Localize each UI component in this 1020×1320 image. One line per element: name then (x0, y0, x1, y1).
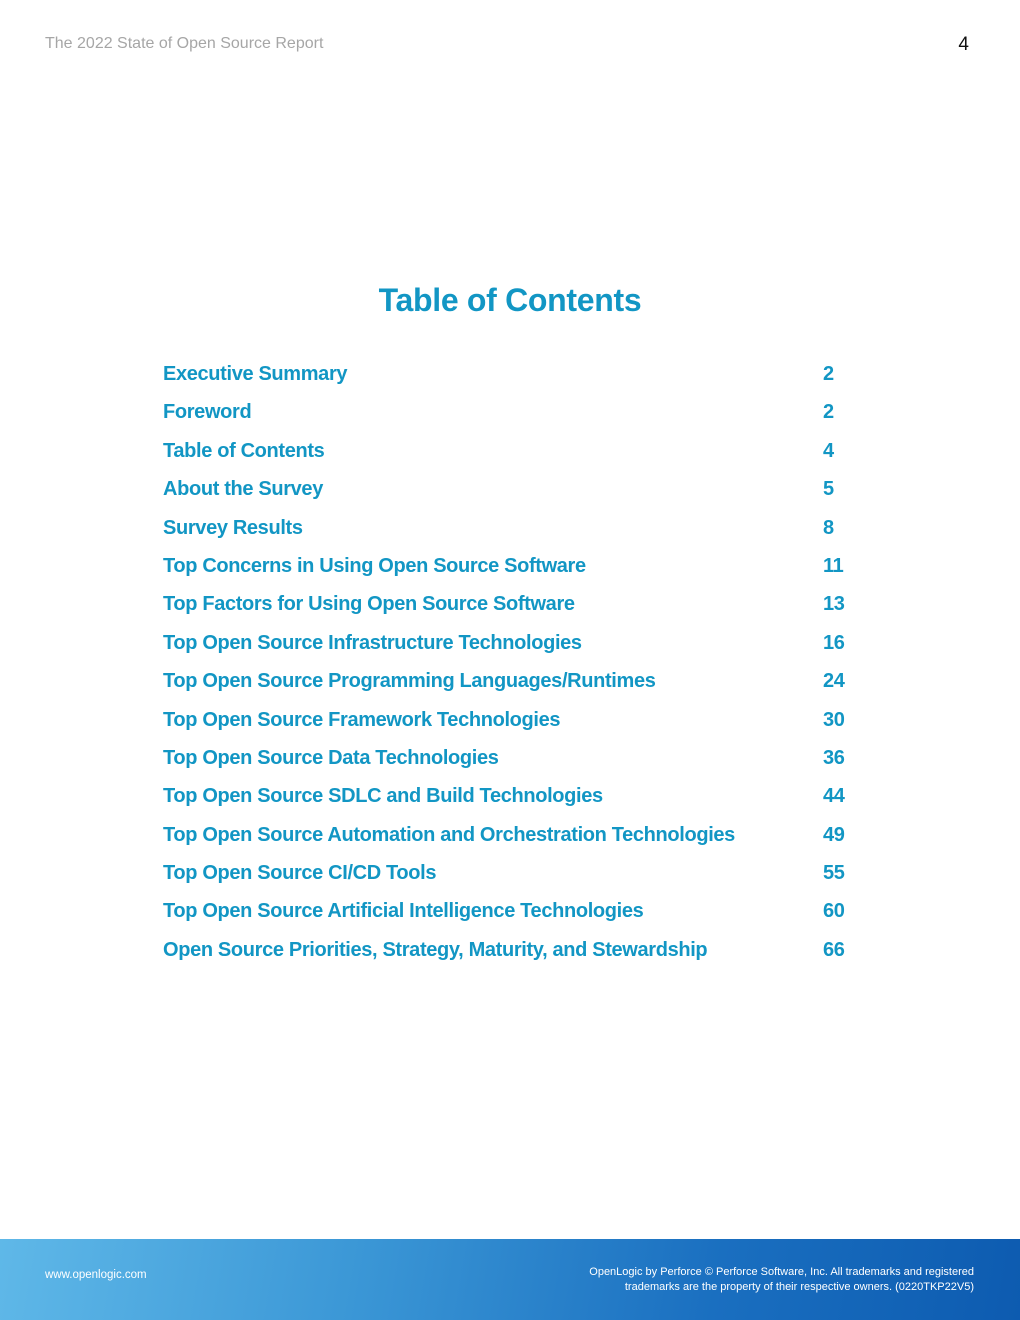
toc-entry[interactable] (163, 437, 863, 475)
toc-entry-page[interactable]: 8 (823, 516, 834, 539)
toc-entry-page[interactable]: 11 (823, 554, 844, 577)
toc-entry-title[interactable]: Top Open Source Artificial Intelligence Technologies (163, 900, 644, 923)
toc-entry[interactable] (163, 706, 863, 744)
toc-entry-page[interactable]: 13 (823, 593, 845, 616)
toc-entry-title[interactable]: Top Concerns in Using Open Source Software (163, 554, 586, 577)
toc-entry-title[interactable]: Survey Results (163, 516, 303, 539)
report-title: The 2022 State of Open Source Report (45, 35, 324, 52)
toc-entry-page[interactable]: 24 (823, 670, 845, 693)
toc-entry[interactable] (163, 936, 863, 974)
toc-entry-page[interactable]: 49 (823, 823, 845, 846)
footer-legal-notice (589, 1265, 974, 1295)
page-number: 4 (958, 34, 969, 55)
toc-entry-title[interactable]: Top Open Source CI/CD Tools (163, 862, 437, 885)
toc-entry-page[interactable]: 2 (823, 363, 834, 385)
toc-entry-page[interactable]: 36 (823, 746, 845, 769)
toc-entry-title[interactable]: Foreword (163, 401, 252, 424)
toc-entry[interactable] (163, 782, 863, 820)
toc-entry[interactable] (163, 897, 863, 935)
toc-entry[interactable] (163, 859, 863, 897)
footer-bar (0, 1239, 1020, 1320)
toc-entry-title[interactable]: Top Open Source Data Technologies (163, 746, 499, 769)
toc-entry[interactable] (163, 514, 863, 552)
toc-entry[interactable] (163, 629, 863, 667)
toc-entry-title[interactable]: Top Open Source Programming Languages/Runtimes (163, 670, 656, 693)
toc-entry-page[interactable]: 30 (823, 708, 845, 731)
toc-entry-title[interactable]: Top Open Source Automation and Orchestration Technologies (163, 823, 735, 846)
toc-entry-title[interactable]: Executive Summary (163, 363, 348, 385)
footer-website-link[interactable]: www.openlogic.com (45, 1269, 147, 1281)
toc-entry-title[interactable]: About the Survey (163, 478, 323, 501)
toc-entry-page[interactable]: 5 (823, 478, 834, 501)
toc-entry[interactable] (163, 360, 863, 398)
toc-entry-page[interactable]: 44 (823, 785, 845, 808)
footer-legal-line: OpenLogic by Perforce © Perforce Software, Inc. All trademarks and registered (589, 1266, 974, 1278)
toc-entry-title[interactable]: Open Source Priorities, Strategy, Maturity, and Stewardship (163, 938, 708, 961)
toc-list (163, 360, 863, 974)
toc-entry-title[interactable]: Top Open Source Infrastructure Technologies (163, 631, 582, 654)
toc-entry[interactable] (163, 475, 863, 513)
toc-heading: Table of Contents (378, 282, 642, 318)
toc-entry[interactable] (163, 744, 863, 782)
toc-entry-page[interactable]: 16 (823, 631, 845, 654)
toc-entry-page[interactable]: 2 (823, 401, 834, 424)
toc-entry-title[interactable]: Top Open Source SDLC and Build Technologies (163, 785, 603, 808)
toc-entry-page[interactable]: 60 (823, 900, 845, 923)
toc-entry-title[interactable]: Top Open Source Framework Technologies (163, 708, 561, 731)
toc-entry-title[interactable]: Table of Contents (163, 439, 325, 462)
toc-entry-page[interactable]: 55 (823, 862, 845, 885)
toc-entry-page[interactable]: 66 (823, 938, 845, 961)
footer-legal-line: trademarks are the property of their respective owners. (0220TKP22V5) (624, 1281, 974, 1293)
toc-entry[interactable] (163, 552, 863, 590)
toc-entry[interactable] (163, 667, 863, 705)
toc-entry[interactable] (163, 398, 863, 436)
toc-entry-title[interactable]: Top Factors for Using Open Source Software (163, 593, 575, 616)
toc-entry-page[interactable]: 4 (823, 439, 834, 462)
toc-entry[interactable] (163, 590, 863, 628)
toc-entry[interactable] (163, 821, 863, 859)
